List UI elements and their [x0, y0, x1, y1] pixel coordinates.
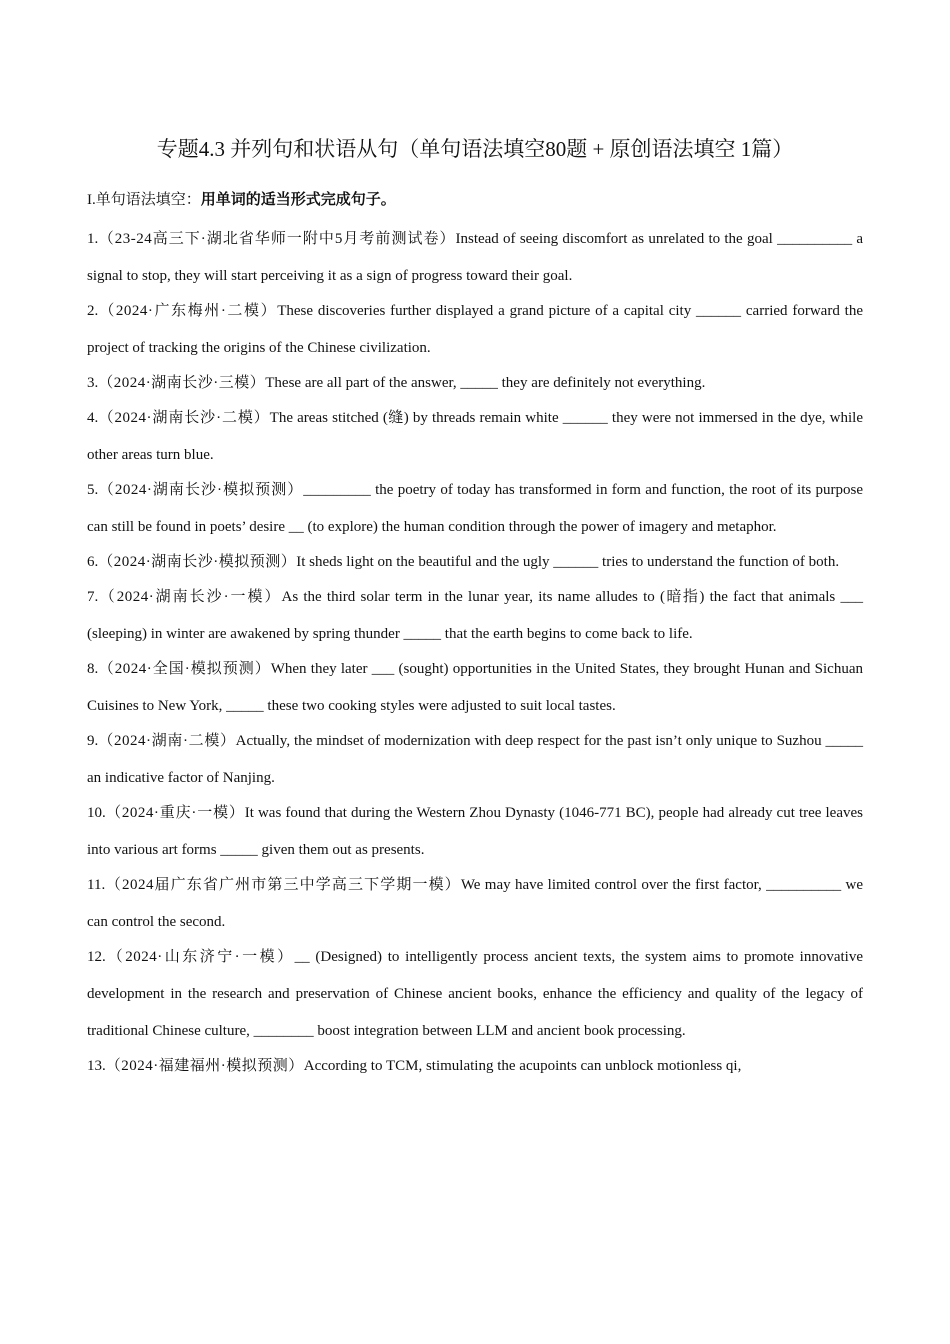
question-number: 7.: [87, 589, 99, 605]
question-source: （2024·重庆·一模）: [105, 805, 245, 821]
question-source: （2024·湖南长沙·模拟预测）: [98, 482, 304, 498]
question-number: 12.: [87, 949, 106, 965]
question-source: （2024·湖南长沙·一模）: [98, 589, 282, 605]
question-text: It sheds light on the beautiful and the ugly ______ tries to understand the function of both.: [296, 554, 840, 570]
question-item: [87, 365, 863, 402]
question-text: Instead of seeing discomfort as unrelated to the goal __________ a signal to stop, they will start perceiving it as a sign of progress toward their goal.: [87, 231, 863, 284]
question-item: [87, 723, 863, 797]
question-text: _________ the poetry of today has transformed in form and function, the root of its purpose can still be found in poets’ desire __ (to explore) the human condition through the power of imagery and metaphor.: [87, 482, 863, 535]
question-number: 8.: [87, 661, 99, 677]
question-text: When they later ___ (sought) opportunities in the United States, they brought Hunan and Sichuan Cuisines to New York, _____ these two cooking styles were adjusted to suit local tastes.: [87, 661, 863, 714]
question-text: __ (Designed) to intelligently process ancient texts, the system aims to promote innovative development in the research and preservation of Chinese ancient books, enhance the efficiency and quality of the legacy of traditional Chinese culture, ________ boost integration between LLM and ancient book processing.: [87, 949, 863, 1039]
question-source: （2024·湖南长沙·模拟预测）: [98, 554, 297, 570]
question-number: 4.: [87, 410, 99, 426]
question-number: 6.: [87, 554, 99, 570]
question-number: 13.: [87, 1058, 106, 1074]
question-source: （2024·广东梅州·二模）: [98, 303, 278, 319]
question-source: （2024·湖南长沙·二模）: [98, 410, 270, 426]
question-item: [87, 544, 863, 581]
question-number: 10.: [87, 805, 106, 821]
question-text: The areas stitched (缝) by threads remain white ______ they were not immersed in the dye, while other areas turn blue.: [87, 410, 863, 463]
question-item: [87, 795, 863, 869]
question-item: [87, 939, 863, 1050]
question-item: [87, 293, 863, 367]
question-text: According to TCM, stimulating the acupoints can unblock motionless qi,: [303, 1058, 742, 1074]
question-item: [87, 400, 863, 474]
question-number: 5.: [87, 482, 99, 498]
section-instruction: [87, 188, 863, 212]
question-item: [87, 1048, 863, 1085]
question-text: It was found that during the Western Zhou Dynasty (1046-771 BC), people had already cut tree leaves into various art forms _____ given them out as presents.: [87, 805, 863, 858]
question-item: [87, 472, 863, 546]
question-item: [87, 579, 863, 653]
question-source: （2024·湖南·二模）: [98, 733, 236, 749]
question-list: [87, 221, 863, 1083]
question-source: （23-24高三下·湖北省华师一附中5月考前测试卷）: [98, 231, 456, 247]
question-text: These discoveries further displayed a grand picture of a capital city ______ carried forward the project of tracking the origins of the Chinese civilization.: [87, 303, 863, 356]
section-label: I.单句语法填空：: [87, 192, 201, 208]
question-source: （2024·福建福州·模拟预测）: [105, 1058, 304, 1074]
question-source: （2024届广东省广州市第三中学高三下学期一模）: [105, 877, 461, 893]
question-source: （2024·山东济宁·一模）: [105, 949, 295, 965]
instruction-text: 用单词的适当形式完成句子。: [200, 192, 396, 208]
question-number: 2.: [87, 303, 99, 319]
question-item: [87, 651, 863, 725]
question-source: （2024·湖南长沙·三模）: [98, 375, 266, 391]
question-item: [87, 221, 863, 295]
question-source: （2024·全国·模拟预测）: [98, 661, 271, 677]
question-number: 9.: [87, 733, 99, 749]
question-text: As the third solar term in the lunar year, its name alludes to (暗指) the fact that animals ___ (sleeping) in winter are awakened by spring thunder _____ that the earth begins to come back to life.: [87, 589, 863, 642]
question-number: 11.: [87, 877, 106, 893]
question-text: These are all part of the answer, _____ they are definitely not everything.: [265, 375, 706, 391]
question-number: 3.: [87, 375, 99, 391]
page-title: 专题4.3 并列句和状语从句（单句语法填空80题 + 原创语法填空 1篇）: [156, 137, 794, 161]
question-number: 1.: [87, 231, 99, 247]
question-item: [87, 867, 863, 941]
question-text: We may have limited control over the first factor, __________ we can control the second.: [87, 877, 863, 930]
question-text: Actually, the mindset of modernization with deep respect for the past isn’t only unique to Suzhou _____ an indicative factor of Nanjing.: [87, 733, 863, 786]
